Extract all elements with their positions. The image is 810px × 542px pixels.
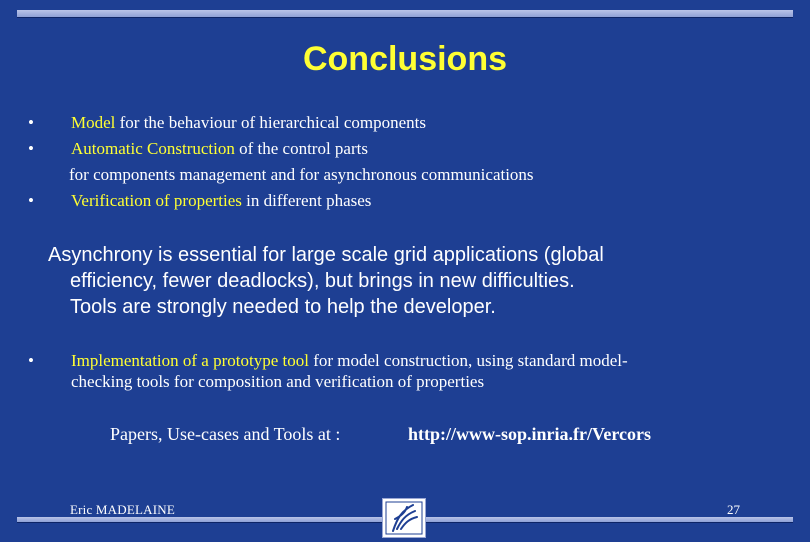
bullet-item-automatic-construction [28, 136, 788, 162]
bullet-marker: • [28, 191, 34, 210]
top-divider [17, 10, 793, 18]
bullet-highlight: Automatic Construction [71, 139, 235, 158]
bullet-highlight: Implementation of a prototype tool [71, 351, 309, 370]
resources-label: Papers, Use-cases and Tools at : [110, 424, 341, 444]
paragraph-line: efficiency, fewer deadlocks), but brings in new difficulties. [70, 270, 575, 292]
bullet-text: of the control parts [234, 139, 368, 158]
bullet-continuation-text: for components management and for asynchronous communications [69, 165, 534, 184]
bullet-item-model [28, 110, 788, 136]
vercors-url-link[interactable]: http://www-sop.inria.fr/Vercors [408, 424, 651, 444]
bullet-highlight: Model [71, 113, 116, 132]
paragraph-line: Asynchrony is essential for large scale grid applications (global [48, 244, 604, 266]
paragraph-line: Tools are strongly needed to help the developer. [70, 296, 496, 318]
bullet-continuation [28, 162, 788, 188]
bullet-marker: • [28, 351, 34, 370]
bullet-highlight: Verification of properties [71, 191, 242, 210]
footer-author: Eric MADELAINE [70, 502, 175, 517]
bullet-text: in different phases [241, 191, 372, 210]
bullet-text: for model construction, using standard model- [308, 351, 628, 370]
slide-title: Conclusions [302, 40, 508, 78]
bullet-continuation-text: checking tools for composition and verification of properties [71, 372, 485, 391]
bullet-item-verification [28, 188, 788, 214]
inria-logo-icon [382, 498, 426, 538]
bullet-text: for the behaviour of hierarchical components [115, 113, 426, 132]
page-number: 27 [727, 502, 740, 517]
asynchrony-paragraph [48, 242, 768, 320]
bullet-marker: • [28, 113, 34, 132]
implementation-bullet [28, 350, 788, 392]
bullet-marker: • [28, 139, 34, 158]
bullet-list [28, 110, 788, 214]
